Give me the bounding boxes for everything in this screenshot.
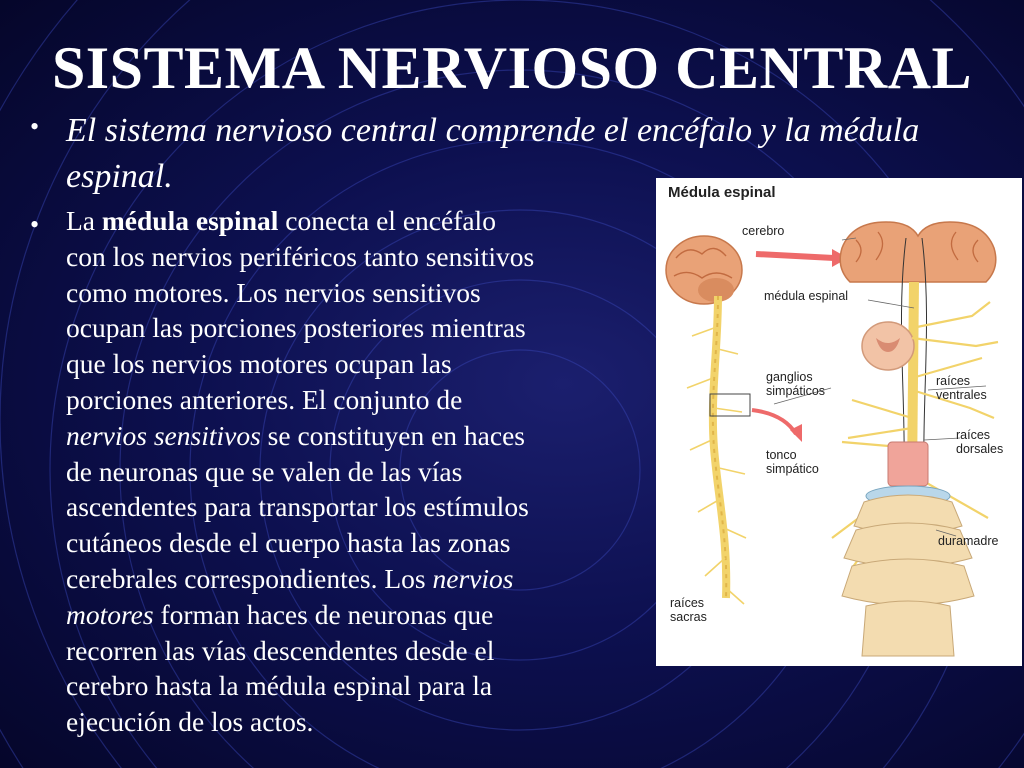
text-run: se constituyen en haces (260, 419, 525, 451)
paragraph-line (66, 418, 651, 454)
paragraph-line (66, 633, 651, 669)
text-run: que los nervios motores ocupan las (66, 348, 452, 380)
text-run: cutáneos desde el cuerpo hasta las zonas (66, 527, 511, 559)
text-run: ascendentes para transportar los estímulos (66, 491, 529, 523)
text-run: ocupan las porciones posteriores mientras (66, 312, 526, 344)
text-run: cerebro hasta la médula espinal para la (66, 670, 493, 702)
paragraph-line (66, 382, 651, 418)
slide-title: SISTEMA NERVIOSO CENTRAL (51, 35, 973, 101)
label-ganglios-simpaticos: ganglios simpáticos (766, 370, 826, 398)
text-run: con los nervios periféricos tanto sensitivos (66, 240, 535, 272)
paragraph-line (66, 704, 651, 740)
text-run: como motores. Los nervios sensitivos (66, 276, 481, 308)
paragraph-line (66, 561, 651, 597)
paragraph-line (66, 203, 651, 239)
text-run: ejecución de los actos. (66, 706, 314, 738)
bullet-1-text: El sistema nervioso central comprende el encéfalo y la médula espinal. (66, 112, 920, 195)
text-run: motores (66, 598, 154, 630)
label-cerebro: cerebro (742, 224, 785, 238)
paragraph-line (66, 525, 651, 561)
text-run: cerebrales correspondientes. Los (66, 562, 433, 594)
paragraph-line (66, 275, 651, 311)
label-tronco-simpatico: tonco simpático (766, 448, 819, 476)
paragraph-line (66, 489, 651, 525)
text-run: forman haces de neuronas que (153, 598, 494, 630)
figure-title: Médula espinal (668, 184, 776, 201)
text-run: de neuronas que se valen de las vías (66, 455, 463, 487)
paragraph-line (66, 310, 651, 346)
text-run: porciones anteriores. El conjunto de (66, 383, 463, 415)
text-run: nervios sensitivos (66, 419, 261, 451)
bullet-marker: • (30, 210, 40, 239)
text-run: recorren las vías descendentes desde el (66, 634, 495, 666)
spinal-cord-illustration (656, 178, 1022, 666)
label-raices-sacras: raíces sacras (670, 596, 707, 624)
text-run: La (66, 205, 102, 236)
spinal-cord-figure (656, 178, 1022, 666)
label-raices-dorsales: raíces dorsales (956, 428, 1004, 456)
text-run: médula espinal (101, 205, 279, 236)
bullet-marker: • (30, 112, 40, 141)
bullet-2-text (66, 203, 651, 740)
text-run: nervios (432, 562, 514, 594)
text-run: conecta el encéfalo (278, 205, 496, 236)
label-medula-espinal: médula espinal (764, 289, 849, 303)
paragraph-line (66, 239, 651, 275)
paragraph-line (66, 597, 651, 633)
paragraph-line (66, 346, 651, 382)
paragraph-line (66, 454, 651, 490)
label-duramadre: duramadre (938, 534, 999, 548)
label-raices-ventrales: raíces ventrales (936, 374, 987, 402)
paragraph-line (66, 668, 651, 704)
